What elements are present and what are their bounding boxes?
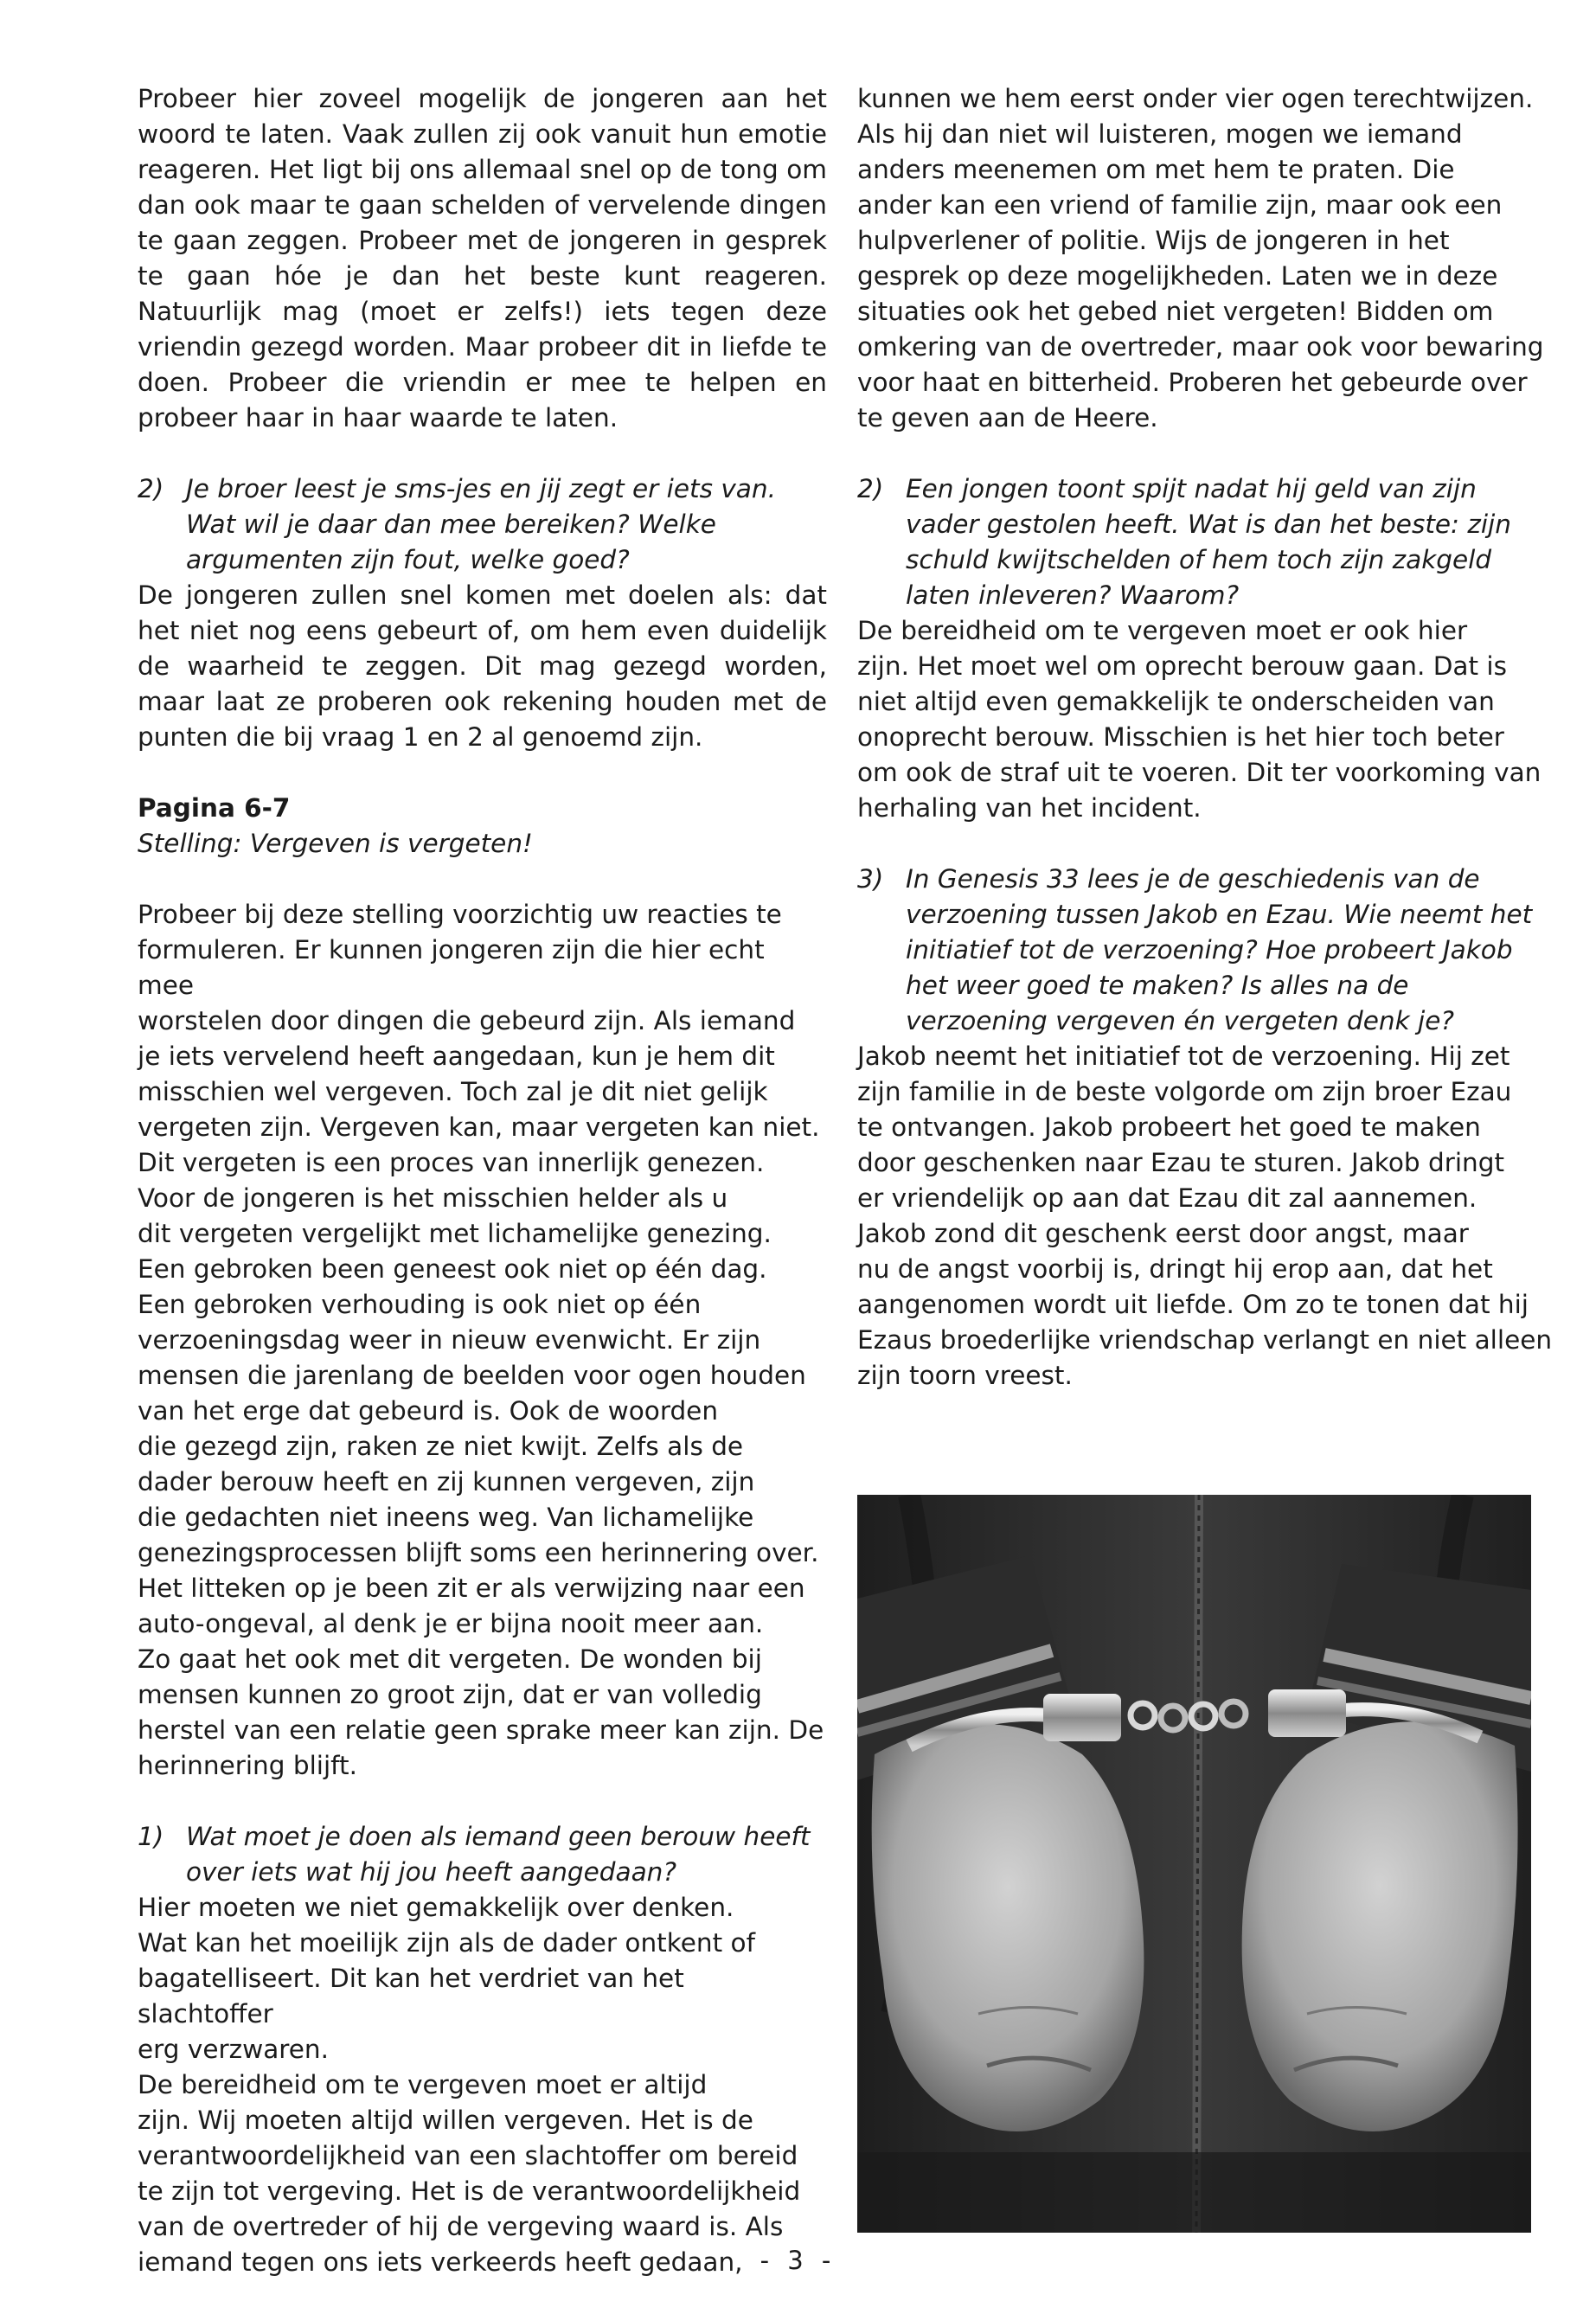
continuation-paragraph — [857, 81, 1554, 436]
question-text: Een jongen toont spijt nadat hij geld van zijn vader gestolen heeft. Wat is dan het beste: zijn schuld kwijtschelden of hem toch zijn zakgeld laten inleveren? Waarom? — [906, 474, 1511, 610]
question-number: 2) — [138, 474, 164, 503]
text-line: iemand tegen ons iets verkeerds heeft gedaan, — [138, 2247, 743, 2277]
text-line: mensen die jarenlang de beelden voor ogen houden — [138, 1361, 806, 1390]
text-line: onoprecht berouw. Misschien is het hier toch beter — [857, 722, 1504, 752]
text-line: Een gebroken been geneest ook niet op één dag. — [138, 1254, 767, 1284]
text-line: zijn. Het moet wel om oprecht berouw gaan. Dat is — [857, 651, 1507, 681]
text-line: voor haat en bitterheid. Proberen het gebeurde over — [857, 368, 1528, 397]
text-line: formuleren. Er kunnen jongeren zijn die hier echt mee — [138, 935, 765, 1000]
text-line: die gedachten niet ineens weg. Van lichamelijke — [138, 1503, 754, 1532]
question-3-answer — [857, 1039, 1554, 1394]
question-1-answer — [138, 1890, 827, 2280]
text-line: door geschenken naar Ezau te sturen. Jakob dringt — [857, 1148, 1505, 1177]
text-line: Probeer bij deze stelling voorzichtig uw reacties te — [138, 900, 782, 929]
text-line: anders meenemen om met hem te praten. Die — [857, 155, 1455, 184]
text-line: genezingsprocessen blijft soms een herinnering over. — [138, 1538, 819, 1567]
text-line: kunnen we hem eerst onder vier ogen terechtwijzen. — [857, 84, 1534, 113]
text-line: bagatelliseert. Dit kan het verdriet van het slachtoffer — [138, 1964, 684, 2029]
question-number: 1) — [138, 1822, 164, 1851]
question-2-right — [857, 471, 1554, 613]
question-number: 2) — [857, 474, 884, 503]
text-line: Jakob neemt het initiatief tot de verzoening. Hij zet — [857, 1042, 1510, 1071]
text-line: die gezegd zijn, raken ze niet kwijt. Zelfs als de — [138, 1432, 744, 1461]
text-line: Wat kan het moeilijk zijn als de dader ontkent of — [138, 1928, 755, 1958]
text-line: misschien wel vergeven. Toch zal je dit niet gelijk — [138, 1077, 768, 1106]
text-line: te ontvangen. Jakob probeert het goed te maken — [857, 1112, 1481, 1142]
handcuffed-hands-photo — [857, 1495, 1531, 2233]
text-line: Voor de jongeren is het misschien helder als u — [138, 1183, 728, 1213]
text-line: herstel van een relatie geen sprake meer kan zijn. De — [138, 1715, 824, 1745]
text-line: te geven aan de Heere. — [857, 403, 1158, 433]
question-3-right — [857, 862, 1554, 1039]
text-line: je iets vervelend heeft aangedaan, kun je hem dit — [138, 1042, 775, 1071]
stelling-title: Stelling: Vergeven is vergeten! — [138, 829, 533, 858]
text-line: hulpverlener of politie. Wijs de jongeren in het — [857, 226, 1450, 255]
text-line: niet altijd even gemakkelijk te onderscheiden van — [857, 687, 1495, 716]
stelling-text — [138, 897, 827, 1784]
question-text: In Genesis 33 lees je de geschiedenis van de verzoening tussen Jakob en Ezau. Wie neemt het initiatief tot de verzoening? Hoe probeert Jakob het weer goed te maken? Is alles na de verzoening vergeven én vergeten denk je? — [906, 864, 1533, 1035]
text-line: erg verzwaren. — [138, 2035, 329, 2064]
text-line: mensen kunnen zo groot zijn, dat er van volledig — [138, 1680, 762, 1709]
text-line: gesprek op deze mogelijkheden. Laten we in deze — [857, 261, 1498, 291]
text-line: Het litteken op je been zit er als verwijzing naar een — [138, 1574, 805, 1603]
text-line: worstelen door dingen die gebeurd zijn. Als iemand — [138, 1006, 796, 1035]
page-number: - 3 - — [760, 2246, 836, 2275]
text-line: Ezaus broederlijke vriendschap verlangt en niet alleen — [857, 1325, 1553, 1355]
left-column — [138, 81, 827, 2280]
text-line: situaties ook het gebed niet vergeten! Bidden om — [857, 297, 1494, 326]
question-2-answer: De jongeren zullen snel komen met doelen als: dat het niet nog eens gebeurt of, om hem even duidelijk de waarheid te zeggen. Dit mag gezegd worden, maar laat ze proberen ook rekening houden met de punten die bij vraag 1 en 2 al genoemd zijn. — [138, 580, 827, 752]
question-2-right-answer — [857, 613, 1554, 826]
text-line: zijn familie in de beste volgorde om zijn broer Ezau — [857, 1077, 1512, 1106]
question-text: Wat moet je doen als iemand geen berouw heeft over iets wat hij jou heeft aangedaan? — [186, 1822, 811, 1887]
text-line: verzoeningsdag weer in nieuw evenwicht. Er zijn — [138, 1325, 761, 1355]
text-line: van het erge dat gebeurd is. Ook de woorden — [138, 1396, 719, 1426]
question-text: Je broer leest je sms-jes en jij zegt er iets van. Wat wil je daar dan mee bereiken? Welke argumenten zijn fout, welke goed? — [186, 474, 776, 574]
text-line: herhaling van het incident. — [857, 793, 1202, 823]
text-line: dit vergeten vergelijkt met lichamelijke genezing. — [138, 1219, 772, 1248]
text-line: vergeten zijn. Vergeven kan, maar vergeten kan niet. — [138, 1112, 820, 1142]
text-line: te zijn tot vergeving. Het is de verantwoordelijkheid — [138, 2176, 801, 2206]
text-line: Jakob zond dit geschenk eerst door angst, maar — [857, 1219, 1469, 1248]
text-line: zijn toorn vreest. — [857, 1361, 1073, 1390]
text-line: Hier moeten we niet gemakkelijk over denken. — [138, 1893, 734, 1922]
text-line: herinnering blijft. — [138, 1751, 357, 1780]
text-line: ander kan een vriend of familie zijn, maar ook een — [857, 190, 1503, 220]
text-line: verantwoordelijkheid van een slachtoffer om bereid — [138, 2141, 798, 2170]
text-line: zijn. Wij moeten altijd willen vergeven. Het is de — [138, 2106, 753, 2135]
text-line: er vriendelijk op aan dat Ezau dit zal aannemen. — [857, 1183, 1477, 1213]
text-line: De bereidheid om te vergeven moet er altijd — [138, 2070, 708, 2099]
question-1-left — [138, 1819, 827, 1890]
question-number: 3) — [857, 864, 884, 894]
text-line: aangenomen wordt uit liefde. Om zo te tonen dat hij — [857, 1290, 1529, 1319]
text-line: De bereidheid om te vergeven moet er ook hier — [857, 616, 1468, 645]
intro-paragraph: Probeer hier zoveel mogelijk de jongeren aan het woord te laten. Vaak zullen zij ook vanuit hun emotie reageren. Het ligt bij ons allemaal snel op de tong om dan ook maar te gaan schelden of vervelende dingen te gaan zeggen. Probeer met de jongeren in gesprek te gaan hóe je dan het beste kunt reageren. Natuurlijk mag (moet er zelfs!) iets tegen deze vriendin gezegd worden. Maar probeer dit in liefde te doen. Probeer die vriendin er mee te helpen en probeer haar in haar waarde te laten. — [138, 84, 827, 433]
text-line: Een gebroken verhouding is ook niet op één — [138, 1290, 702, 1319]
text-line: om ook de straf uit te voeren. Dit ter voorkoming van — [857, 758, 1542, 787]
section-heading: Pagina 6-7 — [138, 793, 291, 823]
text-line: nu de angst voorbij is, dringt hij erop aan, dat het — [857, 1254, 1493, 1284]
text-line: Als hij dan niet wil luisteren, mogen we iemand — [857, 119, 1463, 149]
text-line: Zo gaat het ook met dit vergeten. De wonden bij — [138, 1644, 762, 1674]
right-column — [857, 81, 1554, 1394]
text-line: van de overtreder of hij de vergeving waard is. Als — [138, 2212, 784, 2241]
text-line: dader berouw heeft en zij kunnen vergeven, zijn — [138, 1467, 755, 1497]
question-2-left — [138, 471, 827, 578]
text-line: Dit vergeten is een proces van innerlijk genezen. — [138, 1148, 765, 1177]
text-line: auto-ongeval, al denk je er bijna nooit meer aan. — [138, 1609, 764, 1638]
text-line: omkering van de overtreder, maar ook voor bewaring — [857, 332, 1544, 362]
